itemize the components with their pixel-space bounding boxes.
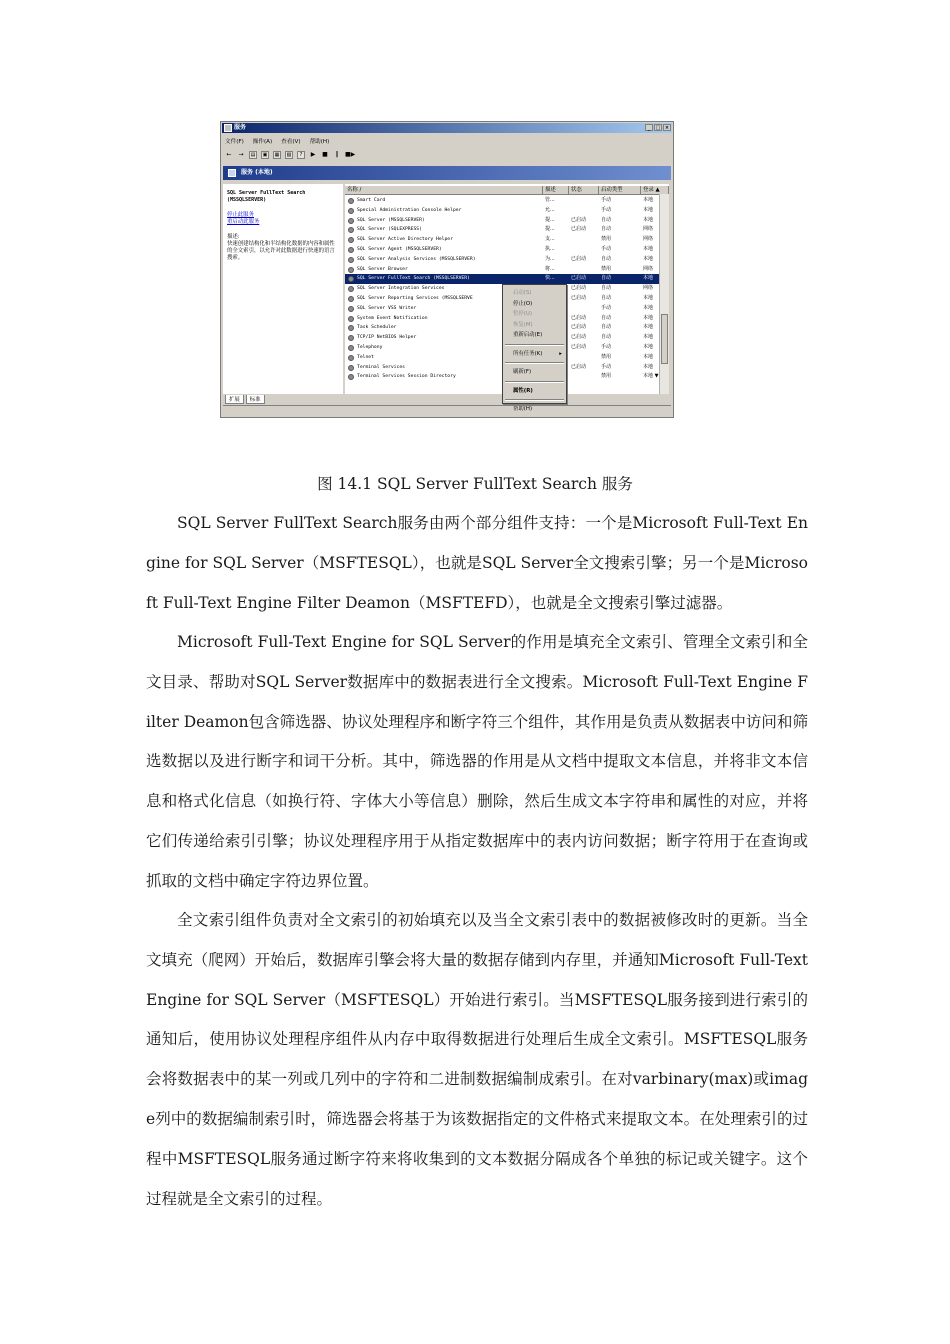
service-gear-icon (348, 316, 354, 322)
service-name: SQL Server Reporting Services (MSSQLSERVE (357, 295, 473, 301)
service-gear-icon (348, 286, 354, 292)
service-logon: 本地 (643, 206, 654, 213)
paragraph: Microsoft Full-Text Engine for SQL Server的作用是填充全文索引、管理全文索引和全文目录、帮助对SQL Server数据库中的数据表进行全文搜索。Microsoft Full-Text Engine Filter Deamon包含筛选器、协议处理程序和断字符三个组件，其作用是负责从数据表中访问和筛选数据以及进行断字和词干分析。其中，筛选器的作用是从文档中提取文本信息，并将非文本信息和格式化信息（如换行符、字体大小等信息）删除，然后生成文本字符串和属性的对应，并将它们传递给索引引擎；协议处理程序用于从指定数据库中的表内访问数据；断字符用于在查询或抓取的文档中确定字符边界位置。 (146, 633, 808, 890)
service-startup-type: 自动 (601, 255, 612, 262)
tab-extended[interactable]: 扩展 (225, 395, 244, 404)
service-row[interactable] (345, 225, 659, 235)
service-row[interactable] (345, 216, 659, 226)
service-gear-icon (348, 257, 354, 263)
service-startup-type: 禁用 (601, 265, 612, 272)
service-row[interactable] (345, 245, 659, 255)
stop-service-link[interactable]: 停止此服务 (227, 212, 254, 218)
paragraph: 全文索引组件负责对全文索引的初始填充以及当全文索引表中的数据被修改时的更新。当全文填充（爬网）开始后，数据库引擎会将大量的数据存储到内存里，并通知Microsoft Full-Text Engine for SQL Server（MSFTESQL）开始进行索引。当MSFTESQL服务接到进行索引的通知后，使用协议处理程序组件从内存中取得数据进行处理后生成全文索引。MSFTESQL服务会将数据表中的某一列或几列中的字符和二进制数据编制成索引。在对varbinary(max)或image列中的数据编制索引时，筛选器会将基于为该数据指定的文件格式来提取文本。在处理索引的过程中MSFTESQL服务通过断字符来将收集到的文本数据分隔成各个单独的标记或关键字。这个过程就是全文索引的过程。 (146, 911, 808, 1208)
service-detail-pane (223, 184, 343, 394)
vertical-scrollbar[interactable] (659, 194, 669, 394)
service-logon: 网络 (643, 265, 654, 272)
service-name: Terminal Services Session Directory (357, 374, 456, 380)
services-app-icon (224, 124, 232, 132)
window-title: 服务 (234, 124, 247, 131)
menu-action[interactable]: 操作(A) (252, 139, 273, 145)
service-startup-type: 自动 (601, 216, 612, 223)
service-name: Smart Card (357, 198, 386, 203)
service-gear-icon (348, 335, 354, 341)
service-logon: 网络 (643, 236, 654, 243)
service-startup-type: 手动 (601, 245, 612, 252)
service-logon: 本地 (643, 255, 654, 262)
service-name: SQL Server VSS Writer (357, 305, 417, 311)
service-name: TCP/IP NetBIOS Helper (357, 335, 417, 341)
gear-icon (228, 169, 236, 177)
service-desc-cell: 提... (545, 216, 555, 223)
service-gear-icon (348, 325, 354, 331)
submenu-arrow-icon: ▸ (559, 350, 562, 357)
service-desc-cell: 允... (545, 206, 555, 213)
service-name: SQL Server Agent (MSSQLSERVER) (357, 246, 442, 252)
service-startup-type: 手动 (601, 363, 612, 370)
service-status: 已启动 (571, 314, 587, 321)
service-logon: 本地 (643, 275, 654, 282)
service-gear-icon (348, 198, 354, 204)
service-startup-type: 禁用 (601, 373, 612, 380)
service-name: Task Scheduler (357, 325, 397, 331)
service-startup-type: 自动 (601, 226, 612, 233)
paste-icon[interactable]: ▦ (274, 152, 280, 158)
service-gear-icon (348, 237, 354, 243)
context-menu (502, 284, 567, 412)
service-startup-type: 自动 (601, 275, 612, 282)
paragraph: SQL Server FullText Search服务由两个部分组件支持：一个是Microsoft Full-Text Engine for SQL Server（MSFTESQL），也就是SQL Server全文搜索引擎；另一个是Microsoft Full-Text Engine Filter Deamon（MSFTEFD），也就是全文搜索引擎过滤器。 (146, 514, 808, 612)
service-status: 已启动 (571, 216, 587, 223)
service-row[interactable] (345, 196, 659, 206)
service-gear-icon (348, 345, 354, 351)
service-name: SQL Server (MSSQLSERVER) (357, 217, 425, 223)
service-name: SQL Server Analysis Services (MSSQLSERVER) (357, 256, 476, 262)
service-gear-icon (348, 267, 354, 273)
status-bar (223, 405, 671, 415)
service-startup-type: 禁用 (601, 353, 612, 360)
service-logon: 本地 (643, 216, 654, 223)
column-header (345, 186, 669, 195)
ctx-stop[interactable]: 停止(O) (513, 300, 533, 307)
service-logon: 本地 (643, 245, 654, 252)
figure-caption: 图 14.1 SQL Server FullText Search 服务 (317, 475, 633, 493)
tab-standard[interactable]: 标准 (246, 395, 265, 404)
view-tabs (225, 395, 265, 404)
service-startup-type: 禁用 (601, 236, 612, 243)
scroll-thumb[interactable] (661, 314, 668, 364)
forward-icon[interactable]: → (238, 151, 244, 158)
play-icon[interactable]: ▶ (310, 151, 316, 158)
col-desc[interactable]: 描述 (543, 186, 569, 194)
service-name: SQL Server Browser (357, 266, 408, 272)
restart-icon[interactable]: ■▶ (345, 151, 356, 158)
menu-file[interactable]: 文件(F) (225, 139, 244, 145)
ctx-restart[interactable]: 重新启动(E) (513, 332, 543, 338)
service-name: Terminal Services (357, 364, 405, 370)
ctx-start[interactable]: 启动(S) (513, 290, 532, 296)
service-startup-type: 自动 (601, 294, 612, 301)
window-titlebar (222, 123, 672, 133)
service-name: Telephony (357, 344, 383, 350)
service-desc-cell: 提... (545, 226, 555, 233)
service-logon: 本地 (643, 304, 654, 311)
ctx-refresh[interactable]: 刷新(F) (513, 369, 532, 375)
copy-icon[interactable]: ▣ (262, 152, 268, 158)
stop-icon[interactable]: ■ (322, 151, 328, 158)
service-status: 已启动 (571, 275, 587, 282)
service-startup-type: 自动 (601, 334, 612, 341)
service-row[interactable] (345, 235, 659, 245)
service-name: SQL Server Integration Services (357, 286, 445, 292)
ctx-properties[interactable]: 属性(R) (513, 387, 533, 394)
ctx-all-tasks-label: 所有任务(K) (513, 350, 543, 357)
service-gear-icon (348, 247, 354, 253)
back-icon[interactable]: ← (226, 151, 232, 158)
up-icon[interactable]: ▤ (250, 152, 256, 158)
service-row[interactable] (345, 274, 659, 284)
service-name: System Event Notification (357, 315, 428, 321)
menu-help[interactable]: 帮助(H) (309, 139, 330, 145)
service-logon: 网络 (643, 226, 654, 233)
service-logon: 本地 (643, 334, 654, 341)
service-logon: 本地 ▼ (643, 373, 659, 380)
service-startup-type: 手动 (601, 197, 612, 203)
service-logon: 本地 (643, 353, 654, 360)
col-status[interactable]: 状态 (569, 186, 599, 194)
service-name: Special Administration Console Helper (357, 207, 462, 213)
service-status: 已启动 (571, 226, 587, 233)
service-row[interactable] (345, 206, 659, 216)
service-status: 已启动 (571, 343, 587, 350)
service-gear-icon (348, 218, 354, 224)
service-status: 已启动 (571, 334, 587, 341)
service-logon: 本地 (643, 197, 654, 203)
service-logon: 本地 (643, 314, 654, 321)
service-name: SQL Server FullText Search (MSSQLSERVER) (357, 276, 470, 282)
ctx-all-tasks[interactable] (503, 349, 566, 360)
service-startup-type: 手动 (601, 206, 612, 213)
service-logon: 本地 (643, 343, 654, 350)
service-gear-icon (348, 276, 354, 282)
service-name: SQL Server Active Directory Helper (357, 237, 453, 243)
service-status: 已启动 (571, 285, 587, 292)
col-startup-type[interactable]: 启动类型 (599, 186, 641, 194)
service-detail-title: SQL Server FullText Search (MSSQLSERVER) (227, 190, 306, 203)
services-screenshot (220, 121, 674, 418)
ctx-help[interactable]: 帮助(H) (513, 406, 533, 412)
col-logon[interactable]: 登录 ▲ (641, 186, 669, 194)
services-header-title: 服务 (本地) (241, 169, 273, 176)
restart-service-link[interactable]: 重启动此服务 (227, 219, 260, 225)
service-status: 已启动 (571, 363, 587, 370)
ctx-separator (505, 344, 564, 346)
ctx-separator (505, 381, 564, 383)
service-startup-type: 自动 (601, 324, 612, 331)
service-gear-icon (348, 374, 354, 380)
minimize-button[interactable]: _ (645, 124, 653, 131)
service-gear-icon (348, 208, 354, 214)
toolbar (225, 151, 356, 159)
service-status: 已启动 (571, 324, 587, 331)
service-startup-type: 手动 (601, 304, 612, 311)
export-icon[interactable]: ▧ (286, 152, 292, 158)
close-button[interactable]: × (664, 125, 670, 131)
maximize-button[interactable]: □ (655, 125, 661, 131)
service-gear-icon (348, 306, 354, 312)
service-desc-cell: 执... (545, 245, 555, 252)
service-desc-cell: 快... (545, 275, 555, 282)
service-status: 已启动 (571, 294, 587, 301)
service-name: Telnet (357, 354, 374, 360)
service-logon: 本地 (643, 294, 654, 301)
col-name[interactable]: 名称 / (345, 186, 543, 194)
service-gear-icon (348, 296, 354, 302)
service-name: SQL Server (SQLEXPRESS) (357, 227, 422, 233)
service-desc-cell: 为... (545, 255, 555, 262)
service-desc-cell: 支... (545, 236, 555, 243)
menu-view[interactable]: 查看(V) (281, 139, 301, 145)
service-status: 已启动 (571, 255, 587, 262)
service-logon: 本地 (643, 324, 654, 331)
ctx-resume[interactable]: 恢复(M) (513, 321, 533, 328)
service-logon: 网络 (643, 285, 654, 292)
service-desc-cell: 管... (545, 197, 555, 203)
services-header (223, 166, 671, 180)
help-icon[interactable]: ? (297, 151, 305, 159)
service-gear-icon (348, 355, 354, 361)
service-startup-type: 手动 (601, 343, 612, 350)
service-desc-cell: 将... (545, 265, 555, 272)
service-startup-type: 自动 (601, 285, 612, 292)
menu-bar (225, 137, 329, 145)
service-logon: 本地 (643, 363, 654, 370)
service-desc-label: 描述: (227, 234, 240, 240)
service-row[interactable] (345, 265, 659, 275)
service-startup-type: 自动 (601, 314, 612, 321)
service-gear-icon (348, 365, 354, 371)
service-gear-icon (348, 227, 354, 233)
ctx-separator (505, 362, 564, 364)
ctx-separator (505, 399, 564, 401)
pause-icon[interactable]: ‖ (335, 151, 339, 158)
ctx-pause[interactable]: 暂停(U) (513, 311, 532, 317)
service-desc: 快速创建结构化和半结构化数据的内容和属性的全文索引，以允许对此数据进行快速的语言搜索。 (227, 241, 335, 261)
service-row[interactable] (345, 255, 659, 265)
